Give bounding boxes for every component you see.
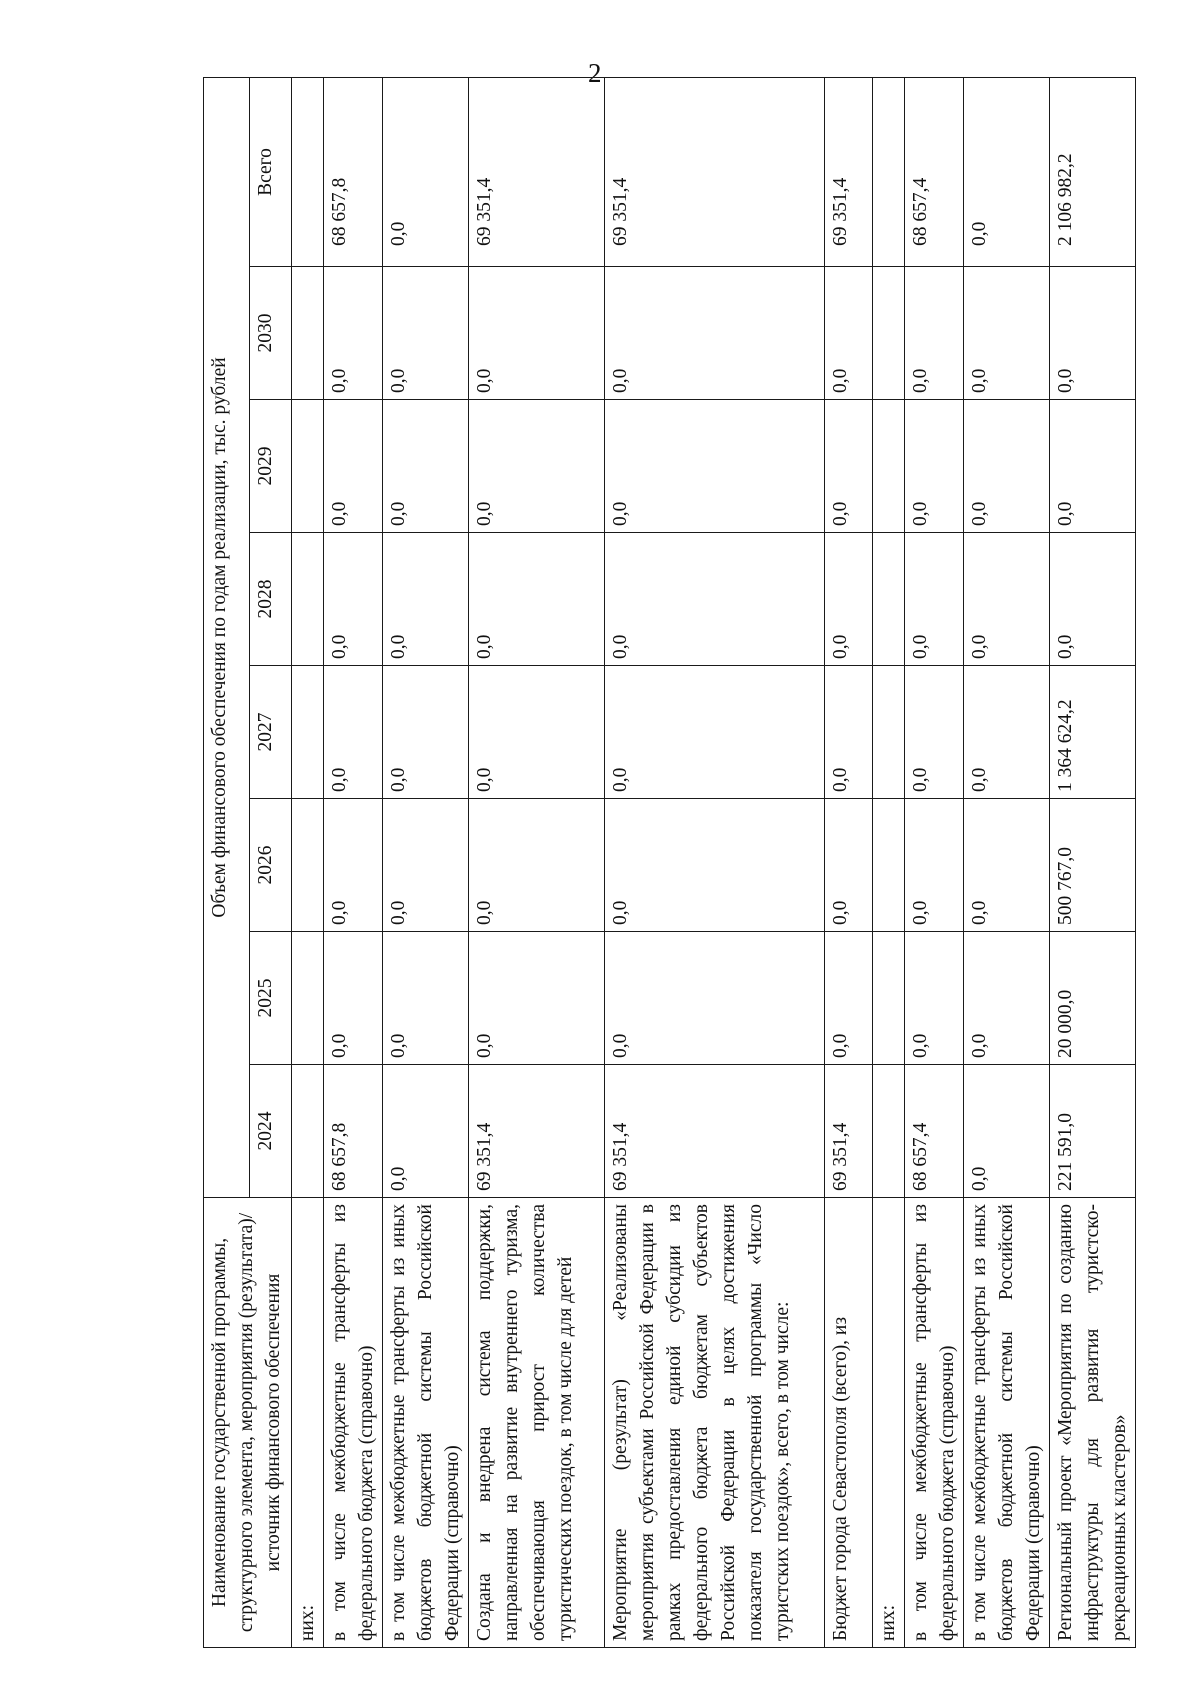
row-label: Бюджет города Севастополя (всего), из bbox=[825, 1198, 873, 1648]
table-row bbox=[292, 77, 324, 1647]
financing-table bbox=[203, 77, 1136, 1648]
rotated-table-wrapper bbox=[203, 128, 1130, 1648]
cell-value: 0,0 bbox=[383, 666, 469, 799]
header-total: Всего bbox=[250, 77, 292, 266]
table-row bbox=[825, 77, 873, 1647]
table-row bbox=[383, 77, 469, 1647]
row-label: Создана и внедрена система поддержки, направленная на развитие внутреннего туризма, обеспечивающая прирост количества туристических поездок, в том числе для детей bbox=[469, 1198, 605, 1648]
cell-value: 0,0 bbox=[469, 799, 605, 932]
cell-total: 69 351,4 bbox=[605, 77, 825, 266]
header-year-2026: 2026 bbox=[250, 799, 292, 932]
cell-value: 0,0 bbox=[383, 932, 469, 1065]
table-row bbox=[905, 77, 964, 1647]
table-row bbox=[1050, 77, 1136, 1647]
cell-value: 0,0 bbox=[324, 932, 383, 1065]
cell-value: 0,0 bbox=[825, 932, 873, 1065]
cell-value: 0,0 bbox=[469, 267, 605, 400]
cell-total: 68 657,4 bbox=[905, 77, 964, 266]
cell-value: 0,0 bbox=[324, 666, 383, 799]
cell-value: 0,0 bbox=[324, 267, 383, 400]
cell-total: 69 351,4 bbox=[825, 77, 873, 266]
cell-total: 2 106 982,2 bbox=[1050, 77, 1136, 266]
cell-value: 0,0 bbox=[1050, 400, 1136, 533]
cell-value: 68 657,4 bbox=[905, 1065, 964, 1198]
cell-value: 0,0 bbox=[605, 267, 825, 400]
header-year-2027: 2027 bbox=[250, 666, 292, 799]
cell-value: 0,0 bbox=[383, 400, 469, 533]
cell-value: 221 591,0 bbox=[1050, 1065, 1136, 1198]
cell-value: 69 351,4 bbox=[469, 1065, 605, 1198]
cell-value: 0,0 bbox=[383, 267, 469, 400]
cell-value: 0,0 bbox=[905, 932, 964, 1065]
cell-value: 0,0 bbox=[825, 533, 873, 666]
cell-value: 0,0 bbox=[964, 400, 1050, 533]
cell-value: 1 364 624,2 bbox=[1050, 666, 1136, 799]
cell-value: 20 000,0 bbox=[1050, 932, 1136, 1065]
header-year-2030: 2030 bbox=[250, 267, 292, 400]
cell-value: 0,0 bbox=[469, 932, 605, 1065]
cell-value: 0,0 bbox=[964, 932, 1050, 1065]
table-row bbox=[469, 77, 605, 1647]
cell-value: 69 351,4 bbox=[825, 1065, 873, 1198]
cell-value: 0,0 bbox=[605, 533, 825, 666]
table-row bbox=[964, 77, 1050, 1647]
header-name-column: Наименование государственной программы, структурного элемента, мероприятия (результата)/источник финансового обеспечения bbox=[204, 1198, 292, 1648]
cell-value: 0,0 bbox=[324, 533, 383, 666]
cell-value: 0,0 bbox=[383, 1065, 469, 1198]
row-label: Региональный проект «Мероприятия по созданию инфраструктуры для развития туристско-рекреационных кластеров» bbox=[1050, 1198, 1136, 1648]
cell-value: 0,0 bbox=[825, 400, 873, 533]
cell-value: 0,0 bbox=[605, 799, 825, 932]
cell-value: 500 767,0 bbox=[1050, 799, 1136, 932]
table-row bbox=[873, 77, 905, 1647]
row-label: в том числе межбюджетные трансферты из иных бюджетов бюджетной системы Российской Федерации (справочно) bbox=[964, 1198, 1050, 1648]
row-label: Мероприятие (результат) «Реализованы мероприятия субъектами Российской Федерации в рамках предоставления единой субсидии из федерального бюджета бюджетам субъектов Российской Федерации в целях достижения показателя государственной программы «Число туристских поездок», всего, в том числе: bbox=[605, 1198, 825, 1648]
cell-value: 0,0 bbox=[905, 533, 964, 666]
cell-value: 0,0 bbox=[964, 533, 1050, 666]
cell-value: 0,0 bbox=[825, 799, 873, 932]
header-year-2029: 2029 bbox=[250, 400, 292, 533]
cell-value: 0,0 bbox=[964, 666, 1050, 799]
cell-value: 0,0 bbox=[605, 666, 825, 799]
cell-value: 0,0 bbox=[964, 1065, 1050, 1198]
cell-value: 0,0 bbox=[383, 533, 469, 666]
header-year-2028: 2028 bbox=[250, 533, 292, 666]
cell-total: 69 351,4 bbox=[469, 77, 605, 266]
cell-value: 0,0 bbox=[825, 666, 873, 799]
cell-value: 0,0 bbox=[905, 400, 964, 533]
header-year-2024: 2024 bbox=[250, 1065, 292, 1198]
cell-value: 0,0 bbox=[905, 666, 964, 799]
row-label: них: bbox=[292, 1198, 324, 1648]
cell-value: 0,0 bbox=[1050, 267, 1136, 400]
cell-value: 0,0 bbox=[324, 799, 383, 932]
row-label: них: bbox=[873, 1198, 905, 1648]
row-label: в том числе межбюджетные трансферты из федерального бюджета (справочно) bbox=[324, 1198, 383, 1648]
cell-value: 0,0 bbox=[469, 533, 605, 666]
table-row bbox=[605, 77, 825, 1647]
cell-total: 68 657,8 bbox=[324, 77, 383, 266]
cell-value: 68 657,8 bbox=[324, 1065, 383, 1198]
cell-value: 0,0 bbox=[469, 666, 605, 799]
cell-value: 0,0 bbox=[825, 267, 873, 400]
cell-value: 0,0 bbox=[964, 799, 1050, 932]
cell-total: 0,0 bbox=[383, 77, 469, 266]
cell-value: 0,0 bbox=[1050, 533, 1136, 666]
header-volume-title: Объем финансового обеспечения по годам реализации, тыс. рублей bbox=[204, 77, 250, 1197]
table-row bbox=[324, 77, 383, 1647]
cell-value: 0,0 bbox=[964, 267, 1050, 400]
cell-total: 0,0 bbox=[964, 77, 1050, 266]
row-label: в том числе межбюджетные трансферты из федерального бюджета (справочно) bbox=[905, 1198, 964, 1648]
cell-value: 0,0 bbox=[905, 799, 964, 932]
row-label: в том числе межбюджетные трансферты из иных бюджетов бюджетной системы Российской Федерации (справочно) bbox=[383, 1198, 469, 1648]
cell-value: 0,0 bbox=[324, 400, 383, 533]
cell-value: 0,0 bbox=[905, 267, 964, 400]
header-year-2025: 2025 bbox=[250, 932, 292, 1065]
cell-value: 0,0 bbox=[383, 799, 469, 932]
cell-value: 0,0 bbox=[469, 400, 605, 533]
cell-value: 0,0 bbox=[605, 932, 825, 1065]
cell-value: 0,0 bbox=[605, 400, 825, 533]
cell-value: 69 351,4 bbox=[605, 1065, 825, 1198]
page-number: 2 bbox=[588, 58, 602, 88]
